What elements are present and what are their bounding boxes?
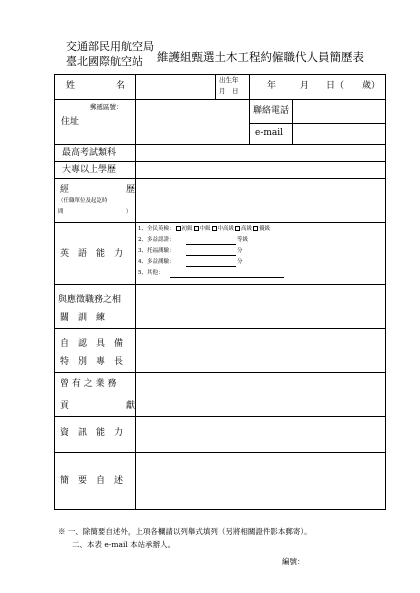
address-label: 住址 (61, 117, 80, 127)
form-title: 維護組甄選土木工程約僱職代人員簡歷表 (157, 50, 364, 64)
contribution-label-part-b: 獻 (126, 401, 136, 411)
toeic-test-label: 4、多益測驗： (138, 259, 175, 265)
toefl-field[interactable] (186, 255, 236, 256)
row-divider (54, 178, 386, 179)
org-name-line1: 交通部民用航空局 (66, 40, 154, 53)
birth-label-line1: 出生年 (219, 76, 239, 84)
experience-note-line2: 間 (58, 209, 64, 215)
email-label: e-mail (255, 128, 284, 138)
column-divider (292, 99, 293, 144)
it-ability-label: 資 訊 能 力 (60, 428, 124, 438)
footer-note-1: ※ 一、除簡要自述外，上項各欄請以列舉式填列（另將相關證件影本郵寄）。 (58, 527, 312, 536)
gept-level-5: 優級 (259, 226, 271, 232)
name-label-part1: 姓 (66, 81, 76, 91)
row-divider (54, 452, 386, 453)
birth-month-label: 月 (300, 81, 310, 91)
row-divider (54, 416, 386, 417)
gept-level-4: 高級 (241, 226, 253, 232)
row-divider (54, 161, 386, 162)
toeic-test-field[interactable] (186, 266, 236, 267)
self-introduction-label: 簡 要 自 述 (60, 476, 124, 486)
experience-note: （任職單位及起訖時 (58, 198, 108, 204)
row-divider (54, 372, 386, 373)
column-divider (249, 74, 250, 144)
checkbox-icon[interactable] (235, 226, 240, 231)
postal-code-label: 郵遞區號： (90, 103, 123, 111)
highest-exam-label: 最高考試類科 (62, 148, 117, 158)
checkbox-icon[interactable] (212, 226, 217, 231)
contribution-label-part-a: 貢 (60, 401, 70, 411)
skills-label-line1: 自 認 具 備 (60, 339, 124, 349)
birth-day-label: 日（ (326, 81, 345, 91)
training-label-line1: 與應徵職務之相 (58, 295, 122, 305)
gept-level-3: 中高級 (217, 226, 235, 232)
other-language-label: 5、其他： (138, 270, 164, 276)
toeic-cert-field[interactable] (186, 244, 236, 245)
serial-number-label: 編號： (282, 557, 305, 566)
row-divider (54, 222, 386, 223)
other-language-field[interactable] (170, 277, 284, 278)
row-divider (54, 328, 386, 329)
name-field[interactable] (136, 93, 214, 94)
skills-label-line2: 特 別 專 長 (60, 357, 124, 367)
checkbox-icon[interactable] (176, 226, 181, 231)
contribution-label-line1: 曾 有 之 業 務 (60, 379, 117, 389)
english-ability-label: 英 語 能 力 (60, 249, 124, 259)
gept-line (138, 226, 270, 233)
label-column-divider (135, 74, 136, 510)
gept-level-2: 中級 (199, 226, 211, 232)
birth-year-label: 年 (267, 81, 277, 91)
name-label-part2: 名 (116, 81, 126, 91)
toeic-cert-unit: 等級 (237, 237, 249, 243)
age-label: 歲） (362, 81, 381, 91)
gept-level-1: 初級 (181, 226, 193, 232)
form-table-border (54, 74, 386, 510)
row-divider (249, 123, 386, 124)
row-divider (54, 99, 386, 100)
experience-note-close: ） (126, 209, 132, 215)
experience-label-part1: 經 (60, 185, 70, 195)
address-field-boundary (85, 99, 86, 144)
toefl-unit: 分 (237, 248, 243, 254)
toeic-cert-label: 2、多益認證： (138, 237, 175, 243)
gept-label: 1、全民英檢： (138, 226, 175, 232)
checkbox-icon[interactable] (194, 226, 199, 231)
footer-note-2: 二、本表 e-mail 本站承辦人。 (72, 540, 176, 549)
toeic-test-unit: 分 (237, 259, 243, 265)
toefl-label: 3、托福測驗： (138, 248, 175, 254)
experience-label-part2: 歷 (126, 185, 136, 195)
education-label: 大專以上學歷 (62, 165, 117, 175)
column-divider (215, 74, 216, 99)
row-divider (54, 284, 386, 285)
checkbox-icon[interactable] (253, 226, 258, 231)
row-divider (54, 144, 386, 145)
birth-label-line2: 月 日 (219, 87, 239, 95)
training-label-line2: 關 訓 練 (60, 313, 106, 323)
phone-label: 聯絡電話 (253, 106, 290, 116)
org-name-line2: 臺北國際航空站 (66, 55, 143, 68)
